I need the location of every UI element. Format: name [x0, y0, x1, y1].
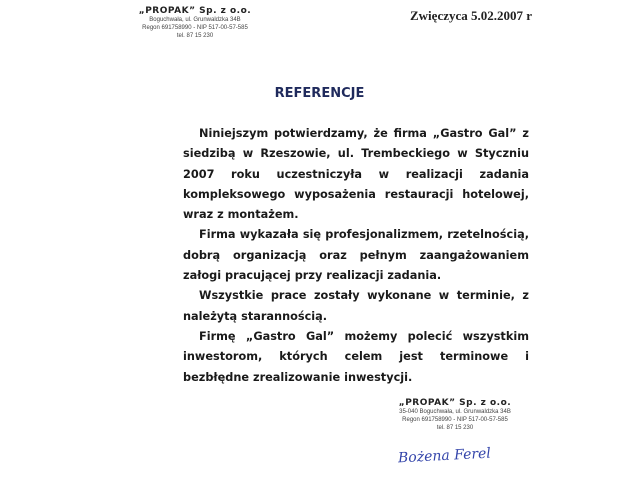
- company-stamp-header: [130, 6, 260, 40]
- handwritten-signature: Bożena Ferel: [397, 445, 492, 467]
- stamp-company-name: „PROPAK” Sp. z o.o.: [138, 6, 252, 16]
- paragraph: Firma wykazała się profesjonalizmem, rzetelnością, dobrą organizacją oraz pełnym zaangażowaniem załogi pracującej przy realizacji zadania.: [183, 228, 529, 283]
- paragraph: Wszystkie prace zostały wykonane w terminie, z należytą starannością.: [183, 289, 529, 323]
- stamp-company-name: „PROPAK” Sp. z o.o.: [398, 398, 512, 408]
- stamp-registry: Regon 691758990 - NIP 517-00-57-585: [402, 417, 508, 423]
- date-line: Zwięczyca 5.02.2007 r: [410, 8, 533, 23]
- company-stamp-footer: [395, 398, 515, 432]
- paragraph: Firmę „Gastro Gal” możemy polecić wszystkim inwestorom, których celem jest terminowe i bezbłędne zrealizowanie inwestycji.: [183, 329, 529, 384]
- letter-body: [183, 124, 529, 388]
- stamp-phone: tel. 87 15 230: [436, 425, 474, 431]
- stamp-registry: Regon 691758990 - NIP 517-00-57-585: [142, 25, 248, 31]
- stamp-phone: tel. 87 15 230: [176, 33, 214, 39]
- paragraph: Niniejszym potwierdzamy, że firma „Gastro Gal” z siedzibą w Rzeszowie, ul. Trembeckiego w Styczniu 2007 roku uczestniczyła w realizacji zadania kompleksowego wyposażenia restauracji hotelowej, wraz z montażem.: [183, 127, 529, 222]
- document-title: REFERENCJE: [274, 86, 365, 101]
- stamp-address: 35-040 Boguchwała, ul. Grunwaldzka 34B: [399, 409, 511, 415]
- stamp-address: Boguchwała, ul. Grunwaldzka 34B: [149, 17, 241, 23]
